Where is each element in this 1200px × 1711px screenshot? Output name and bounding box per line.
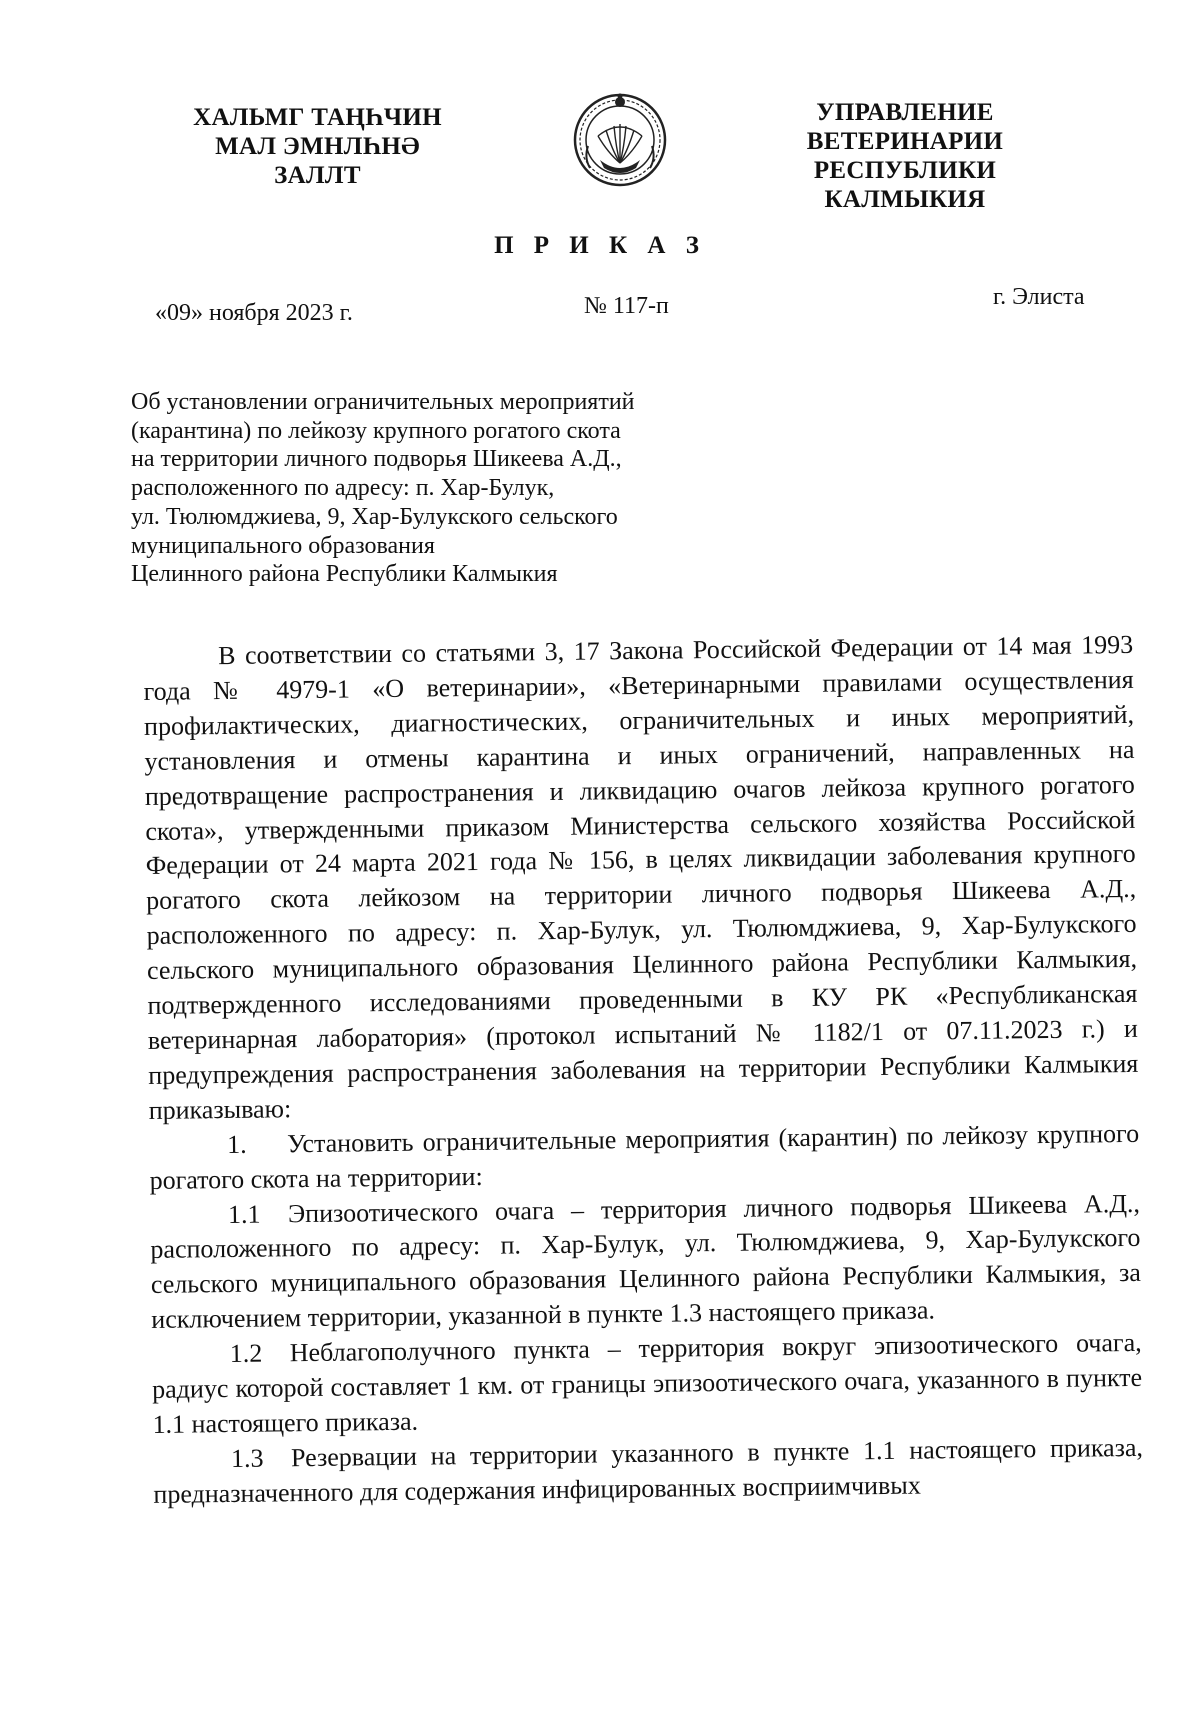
document-title: П Р И К А З <box>494 232 706 259</box>
item-text: Эпизоотического очага – территория личного подворья Шикеева А.Д., расположенного по адресу: п. Хар-Булук, ул. Тюлюмджиева, 9, Хар-Булукского сельского муниципального образования Целинного района Республики Калмыкия, за исключением территории, указанной в пункте 1.3 настоящего приказа. <box>150 1188 1141 1335</box>
header-right-line: УПРАВЛЕНИЕ <box>816 99 994 126</box>
subject-line: (карантина) по лейкозу крупного рогатого скота <box>131 417 621 444</box>
subject-line: ул. Тюлюмджиева, 9, Хар-Булукского сельского <box>131 503 618 530</box>
order-body <box>143 628 1144 1513</box>
item-number: 1. <box>226 1129 247 1159</box>
subject-line: на территории личного подворья Шикеева А.Д., <box>131 446 622 473</box>
header-kalmyk-title <box>185 103 450 190</box>
preamble-paragraph: В соответствии со статьями 3, 17 Закона Российской Федерации от 14 мая 1993 года № 4979-1 «О ветеринарии», «Ветеринарными правилами осуществления профилактических, диагностических, ограничительных и иных мероприятий, установления и отмены карантина и иных ограничений, направленных на предотвращение распространения и ликвидацию очагов лейкоза крупного рогатого скота», утвержденными приказом Министерства сельского хозяйства Российской Федерации от 24 марта 2021 года № 156, в целях ликвидации заболевания крупного рогатого скота лейкозом на территории личного подворья Шикеева А.Д., расположенного по адресу: п. Хар-Булук, ул. Тюлюмджиева, 9, Хар-Булукского сельского муниципального образования Целинного района Республики Калмыкия, подтвержденного исследованиями проведенными в КУ РК «Республиканская ветеринарная лаборатория» (протокол испытаний № 1182/1 от 07.11.2023 г.) и предупреждения распространения заболевания на территории Республики Калмыкия приказываю: <box>143 629 1139 1125</box>
subject-line: расположенного по адресу: п. Хар-Булук, <box>131 475 555 502</box>
order-number: № 117-п <box>584 293 669 319</box>
header-left-line: ЗАЛЛТ <box>274 162 361 189</box>
order-subject <box>131 388 691 589</box>
item-number: 1.1 <box>227 1199 261 1229</box>
subject-line: муниципального образования <box>131 532 435 559</box>
item-text: Неблагополучного пункта – территория вокруг эпизоотического очага, радиус которой составляет 1 км. от границы эпизоотического очага, указанного в пункте 1.1 настоящего приказа. <box>151 1327 1143 1439</box>
header-left-line: МАЛ ЭМНЛҺНӘ <box>215 133 420 160</box>
subject-line: Целинного района Республики Калмыкия <box>131 561 558 588</box>
order-item <box>153 1431 1144 1513</box>
order-date: «09» ноября 2023 г. <box>155 300 353 326</box>
item-number: 1.3 <box>230 1443 264 1473</box>
subject-line: Об установлении ограничительных мероприятий <box>131 389 635 415</box>
kalmykia-coat-of-arms-icon <box>570 88 670 188</box>
order-item <box>150 1186 1142 1338</box>
header-right-line: ВЕТЕРИНАРИИ <box>806 128 1004 155</box>
item-text: Резервации на территории указанного в пункте 1.1 настоящего приказа, предназначенного для содержания инфицированных восприимчивых <box>153 1432 1144 1509</box>
order-city: г. Элиста <box>993 284 1085 310</box>
header-russian-title <box>735 98 1075 214</box>
order-item <box>149 1117 1140 1199</box>
order-item <box>152 1326 1143 1443</box>
item-text: Установить ограничительные мероприятия (карантин) по лейкозу крупного рогатого скота на территории: <box>149 1118 1140 1195</box>
header-left-line: ХАЛЬМГ ТАҢҺЧИН <box>193 104 442 131</box>
item-number: 1.2 <box>229 1338 263 1369</box>
header-right-line: РЕСПУБЛИКИ КАЛМЫКИЯ <box>813 157 997 213</box>
